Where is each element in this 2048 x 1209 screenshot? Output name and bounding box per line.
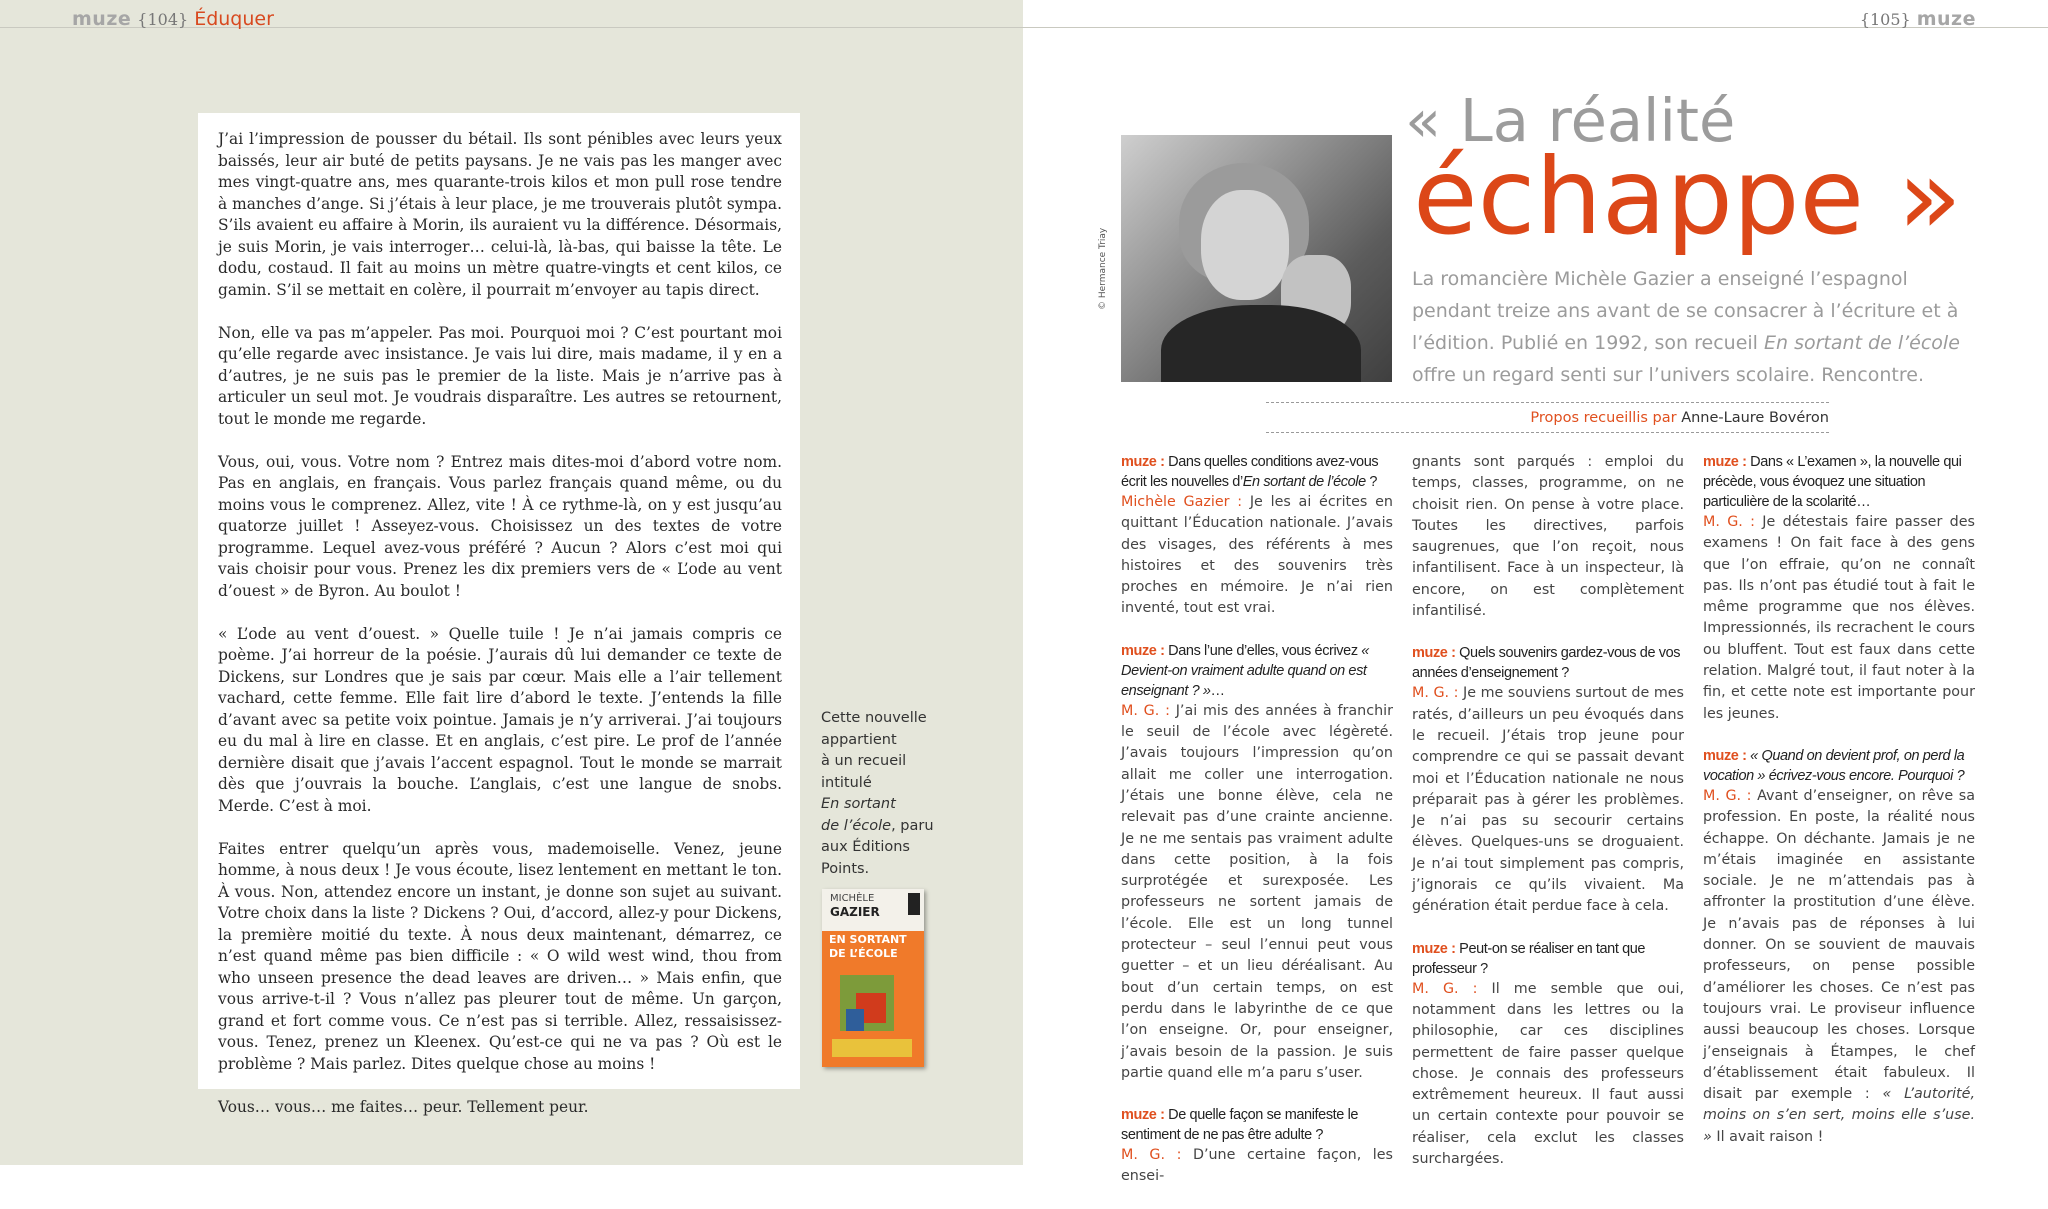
- question-text: Dans l’une d’elles, vous écrivez: [1168, 642, 1362, 659]
- caption-line: appartient: [821, 731, 897, 748]
- portrait-face: [1201, 190, 1289, 300]
- book-cover-author: MICHÈLE: [830, 893, 875, 904]
- interview-question: [1121, 641, 1393, 701]
- answer-speaker: M. G. :: [1703, 787, 1752, 804]
- headline-line-2: échappe »: [1413, 136, 1962, 258]
- interview-question: [1412, 643, 1684, 683]
- question-marker: muze :: [1703, 454, 1747, 470]
- book-caption: [821, 708, 934, 880]
- answer-text: Je les ai écrites en quittant l’Éducation nationale. J’avais des visages, des référents à mes histoires et des souvenirs très proches en mémoire. Je n’ai rien inventé, tout est vrai.: [1121, 494, 1393, 617]
- question-marker: muze :: [1412, 940, 1456, 957]
- brand-logo-right: muze: [1916, 8, 1976, 30]
- answer-quote: « L’autorité, moins on s’en sert, moins elle s’use. »: [1703, 1086, 1976, 1145]
- caption-line: à un recueil: [821, 753, 907, 769]
- interview-answer: [1412, 683, 1684, 917]
- folio-left: [72, 8, 274, 30]
- question-text: Dans « L’examen », la nouvelle qui précède, vous évoquez une situation particulière de la scolarité…: [1703, 454, 1962, 510]
- answer-speaker: Michèle Gazier :: [1121, 494, 1243, 510]
- byline-author: Anne-Laure Bovéron: [1681, 410, 1829, 426]
- byline-divider: [1266, 402, 1829, 403]
- caption-text: , paru: [891, 817, 934, 834]
- headline-line-1: « La réalité: [1405, 86, 1736, 155]
- answer-speaker: M. G. :: [1412, 685, 1459, 702]
- caption-book-title: de l’école: [821, 817, 892, 834]
- question-text: Peut-on se réaliser en tant que professeur ?: [1412, 940, 1646, 977]
- answer-speaker: M. G. :: [1121, 1147, 1182, 1164]
- answer-text: D’une certaine façon, les ensei-: [1121, 1147, 1393, 1185]
- excerpt-box: [198, 113, 800, 1116]
- lede-book-title: En sortant de l’école: [1764, 332, 1960, 354]
- book-cover-title: DE L’ÉCOLE: [829, 947, 898, 960]
- question-title: En sortant de l’école: [1242, 474, 1366, 490]
- interview-answer: [1121, 1145, 1393, 1188]
- interview-answer: [1703, 786, 1975, 1148]
- interview-question: [1703, 452, 1975, 512]
- interview-answer: [1703, 512, 1975, 725]
- photo-credit: © Hermance Triay: [1098, 227, 1108, 310]
- question-quote: « Devient-on vraiment adulte quand on est enseignant ? »: [1121, 642, 1369, 699]
- interview-question: [1412, 939, 1684, 979]
- answer-speaker: M. G. :: [1703, 514, 1755, 530]
- excerpt-paragraph: Non, elle va pas m’appeler. Pas moi. Pourquoi moi ? C’est pourtant moi qu’elle regarde avec insistance. Je vais lui dire, mais madame, il y en a d’autres, je ne suis pas le premier de la liste. Mais je n’arrive pas à articuler un seul mot. Je voudrais disparaître. Les autres se retournent, tout le monde me regarde.: [218, 323, 782, 428]
- question-text: « Quand on devient prof, on perd la vocation » écrivez-vous encore. Pourquoi ?: [1703, 747, 1965, 784]
- byline-divider: [1266, 432, 1829, 433]
- page-number-left: {104}: [137, 10, 189, 29]
- answer-text: Je me souviens surtout de mes ratés, d’ailleurs un peu évoqués dans le recueil. J’étais trop jeune pour comprendre ce qui se passait devant moi et l’Éducation nationale ne nous préparait pas à gérer les problèmes. Je n’ai pas su secourir certains élèves. Quelques-uns se droguaient. Je n’ai tout simplement pas compris, j’ignorais ce qu’ils vivaient. Ma génération était perdue face à cela.: [1412, 685, 1684, 915]
- portrait-body: [1161, 305, 1361, 382]
- book-cover-art: [832, 1039, 912, 1057]
- excerpt-paragraph: J’ai l’impression de pousser du bétail. Ils sont pénibles avec leurs yeux baissés, leur air buté de petits paysans. Je ne vais pas les manger avec mes vingt-quatre ans, mes quarante-trois kilos et mon pull rose tendre à manches d’ange. Si j’étais à leur place, je me trouverais plutôt sympa. S’ils avaient eu affaire à Morin, ils auraient vu la différence. Désormais, je suis Morin, je vais interroger… celui-là, là-bas, qui baisse la tête. Le dodu, costaud. Il fait au moins un mètre quatre-vingts et cent kilos, ce gamin. S’il se mettait en colère, il pourrait m’envoyer au tapis direct.: [218, 130, 782, 299]
- interview-column-1: [1121, 452, 1393, 1209]
- book-cover-author: GAZIER: [830, 905, 880, 919]
- byline-label: Propos recueillis par: [1530, 410, 1677, 426]
- question-marker: muze :: [1121, 1107, 1165, 1124]
- book-cover-art: [846, 1009, 864, 1031]
- question-text: De quelle façon se manifeste le sentiment de ne pas être adulte ?: [1121, 1107, 1359, 1144]
- caption-line: [821, 816, 934, 838]
- page-number-right: {105}: [1859, 10, 1911, 29]
- question-text: Dans quelles conditions avez-vous écrit les nouvelles d’: [1121, 454, 1379, 490]
- brand-logo: muze: [72, 8, 132, 30]
- caption-line: Points.: [821, 860, 870, 877]
- interview-question: [1703, 746, 1975, 786]
- interview-column-2: [1412, 452, 1684, 1191]
- question-marker: muze :: [1121, 642, 1165, 659]
- excerpt-paragraph: « L’ode au vent d’ouest. » Quelle tuile ! Je n’ai jamais compris ce poème. J’ai horreur de la poésie. J’aurais dû lui demander ce texte de Dickens, sur Londres que je sais par cœur. Mais elle a l’air tellement vachard, cette femme. Elle fait lire d’abord le texte. J’entends la fille d’avant avec sa petite voix pointue. Jamais je n’y arriverai. J’ai toujours eu du mal à lire en classe. Et en anglais, c’est pire. Le prof de l’année dernière disait que j’avais l’accent espagnol. Tout le monde se marrait dès que j’ouvrais la bouche. L’anglais, c’est une langue de snobs. Merde. C’est à moi.: [218, 624, 782, 815]
- excerpt-paragraph: Faites entrer quelqu’un après vous, mademoiselle. Venez, jeune homme, à nous deux ! Je vous écoute, lisez lentement en mettant le ton. À vous. Non, attendez encore un instant, je donne son sujet au suivant. Votre choix dans la liste ? Dickens ? Oui, d’accord, allez-y pour Dickens, la première moitié du texte. À nous deux maintenant, démarrez, ce n’est quand même pas bien difficile : « O wild west wind, thou from who unseen presence the dead leaves are driven… » Mais enfin, que vous arrive-t-il ? Vous n’allez pas pleurer tout de même. Un garçon, grand et fort comme vous. Ce n’est pas si terrible. Allez, ressaisissez-vous. Tenez, prenez un Kleenex. Qu’est-ce qui ne va pas ? Où est le problème ? Mais parlez. Dites quelque chose au moins !: [218, 839, 782, 1073]
- interview-question: [1121, 1105, 1393, 1145]
- question-text: …: [1210, 682, 1225, 699]
- question-text: ?: [1365, 474, 1378, 490]
- byline: [1266, 410, 1829, 426]
- excerpt-paragraph: Vous… vous… me faites… peur. Tellement peur.: [218, 1097, 589, 1116]
- lede-text: La romancière Michèle Gazier a enseigné l’espagnol pendant treize ans avant de se consacrer à l’écriture et à l’édition. Publié en 1992, son recueil: [1412, 268, 1959, 354]
- caption-line: intitulé: [821, 774, 872, 791]
- interview-answer: [1412, 979, 1684, 1171]
- answer-text: Avant d’enseigner, on rêve sa profession. En poste, la réalité nous échappe. On déchante. Jamais je ne m’étais imaginée en assistante sociale. Je ne m’attendais pas à affronter la prostitution d’une élève. Je n’avais pas de réponses à lui donner. On se souvient de mauvais professeurs, on pense possible d’améliorer les choses. Ce n’est pas toujours vrai. Le proviseur influence aussi beaucoup les choses. Lorsque j’enseignais à Étampes, le chef d’établissement était fabuleux. Il disait par exemple :: [1703, 787, 1975, 1103]
- interview-answer: [1121, 492, 1393, 620]
- caption-book-title: En sortant: [821, 796, 896, 812]
- question-text: Quels souvenirs gardez-vous de vos années d’enseignement ?: [1412, 645, 1681, 682]
- section-title: Éduquer: [194, 8, 274, 30]
- caption-line: aux Éditions: [821, 839, 910, 855]
- lede-text: offre un regard senti sur l’univers scolaire. Rencontre.: [1412, 364, 1924, 386]
- book-cover-title: EN SORTANT: [829, 933, 907, 946]
- interview-question: [1121, 452, 1393, 492]
- interview-answer: gnants sont parqués : emploi du temps, classes, programme, on ne choisit rien. On pense à votre place. Toutes les directives, parfois saugrenues, que l’on reçoit, nous infantilisent. Face à un inspecteur, là encore, on est complètement infantilisé.: [1412, 454, 1684, 620]
- lede: [1412, 263, 1972, 391]
- answer-text: Il me semble que oui, notamment dans les lettres ou la philosophie, car ces disciplines permettent de faire passer quelque chose. Je connais des professeurs extrêmement heureux. Il faut aussi un certain contexte pour pouvoir se réaliser, cela exclut les classes surchargées.: [1412, 980, 1684, 1168]
- answer-speaker: M. G. :: [1121, 702, 1170, 719]
- question-marker: muze :: [1121, 454, 1165, 470]
- question-marker: muze :: [1412, 645, 1456, 662]
- caption-line: Cette nouvelle: [821, 710, 927, 726]
- excerpt-paragraph: Vous, oui, vous. Votre nom ? Entrez mais dites-moi d’abord votre nom. Pas en anglais, en français. Vous parlez français quand même, ou du moins vous le comprenez. Allez, vite ! À ce rythme-là, on y est jusqu’au quatorze juillet ! Asseyez-vous. Choisissez un des textes de votre programme. Lequel avez-vous préféré ? Aucun ? Alors c’est moi qui vais choisir pour vous. Prenez les dix premiers vers de « L’ode au vent d’ouest » de Byron. Au boulot !: [218, 452, 782, 600]
- publisher-logo-icon: [908, 893, 920, 915]
- interview-answer: [1121, 701, 1393, 1084]
- author-portrait: [1121, 135, 1392, 382]
- book-cover-image: [822, 889, 924, 1067]
- folio-right: [1854, 8, 1976, 30]
- answer-text: Je détestais faire passer des examens ! On fait face à des gens que l’on effraie, qu’on ne connaît pas. Ils n’ont pas étudié tout à fait le même programme que nos élèves. Impressionnés, ils recrachent le cours ou bluffent. Tout est faux dans cette relation. Malgré tout, il faut noter à la fin, et cette note est importante pour les jeunes.: [1703, 514, 1975, 722]
- answer-text: J’ai mis des années à franchir le seuil de l’école avec légèreté. J’avais toujours l’impression qu’on allait me coller une interrogation. J’étais une bonne élève, cela ne relevait pas d’une crainte ancienne. Je ne me sentais pas vraiment adulte dans cette position, à la fois surprotégée et surexposée. Les professeurs ne sortent jamais de l’école. Elle est un long tunnel protecteur – seul l’ennui peut vous guetter – et un lieu déréalisant. Au bout d’un certain temps, on est perdu dans le labyrinthe de ce que l’on enseigne. Or, pour enseigner, j’avais besoin de la passion. Je suis partie quand elle m’a paru s’user.: [1121, 702, 1393, 1081]
- question-marker: muze :: [1703, 747, 1747, 764]
- interview-column-3: [1703, 452, 1975, 1169]
- answer-text: Il avait raison !: [1711, 1128, 1824, 1145]
- header-rule: [0, 27, 2048, 28]
- answer-speaker: M. G. :: [1412, 980, 1478, 997]
- excerpt-text: [218, 129, 782, 1140]
